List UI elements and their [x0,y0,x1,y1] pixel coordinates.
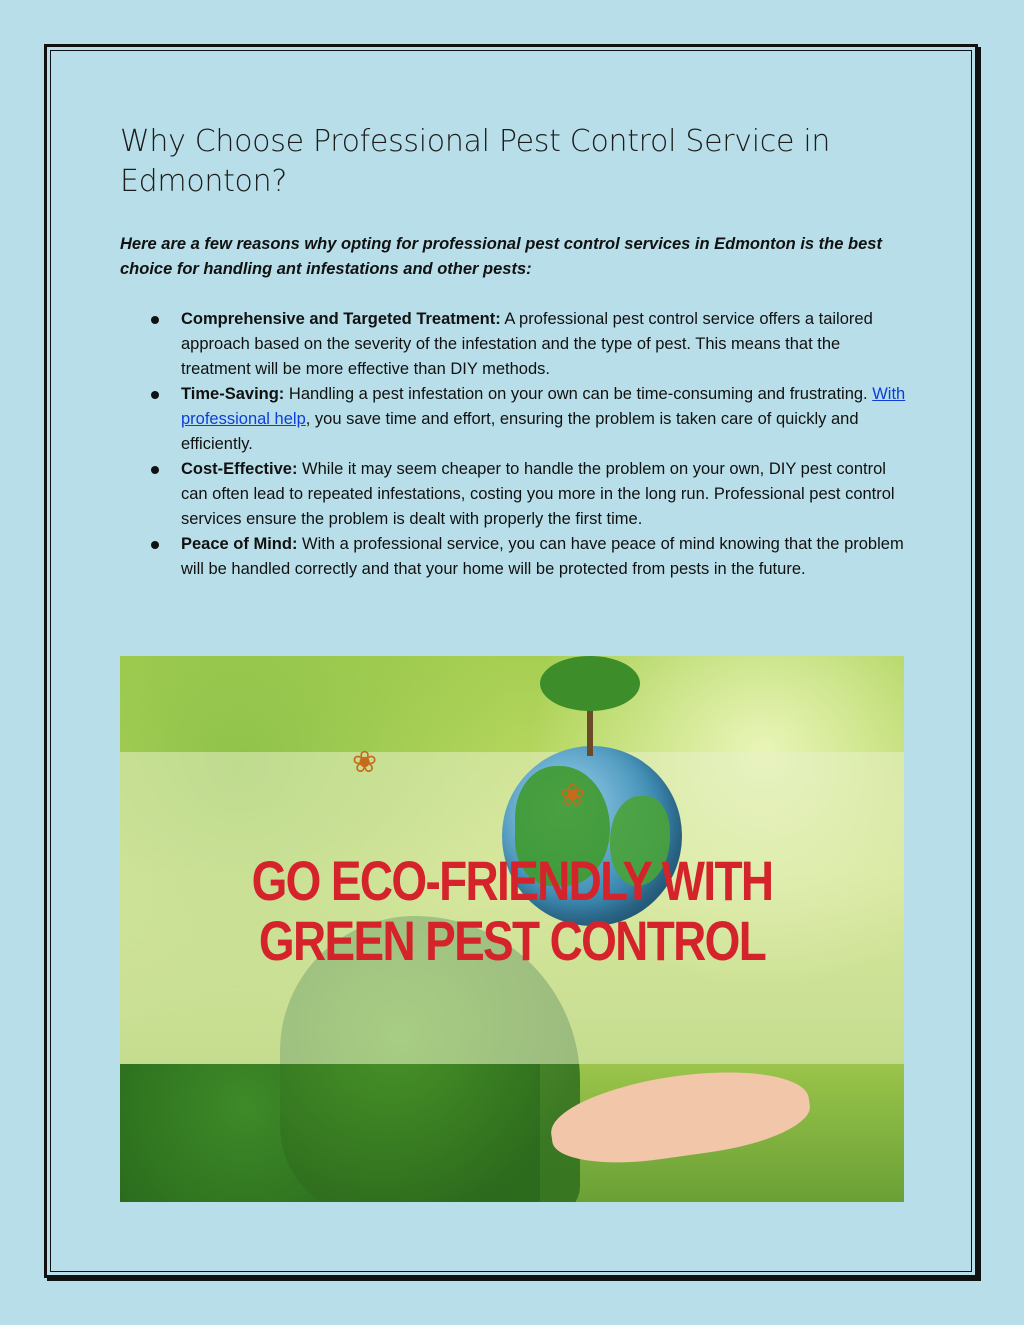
human-hand-graphic [546,1058,815,1173]
professional-help-link[interactable]: With professional help [181,385,906,428]
reason-text: Handling a pest infestation on your own can be time-consuming and frustrating. [284,385,873,403]
bullet-icon [151,466,159,474]
banner-line: GO ECO-FRIENDLY WITH [251,849,773,912]
banner-line: GREEN PEST CONTROL [258,909,766,972]
tree-canopy [540,656,640,711]
reason-text: A professional pest control service offers a tailored approach based on the severity of the infestation and the type of pest. This means that the treatment will be more effective than DIY methods. [181,310,873,378]
document-body [120,122,906,582]
butterfly-icon: ❀ [352,746,378,779]
butterfly-icon: ❀ [560,779,586,812]
list-item [120,307,906,382]
reason-heading: Time-Saving: [181,385,285,403]
banner-headline [191,851,834,971]
list-item [120,382,906,457]
list-item [120,457,906,532]
bullet-icon [151,391,159,399]
intro-paragraph: Here are a few reasons why opting for professional pest control services in Edmonton is the best choice for handling ant infestations and other pests: [120,235,882,278]
reason-heading: Peace of Mind: [181,535,298,553]
reasons-list [120,307,906,582]
bullet-icon [151,541,159,549]
reason-text: With a professional service, you can have peace of mind knowing that the problem will be handled correctly and that your home will be protected from pests in the future. [181,535,904,578]
reason-text: , you save time and effort, ensuring the problem is taken care of quickly and efficiently. [181,410,859,453]
reason-text: While it may seem cheaper to handle the problem on your own, DIY pest control can often lead to repeated infestations, costing you more in the long run. Professional pest control services ensure the problem is dealt with properly the first time. [181,460,895,528]
eco-friendly-banner-image [120,656,904,1202]
reason-heading: Comprehensive and Targeted Treatment: [181,310,501,328]
bullet-icon [151,316,159,324]
page-title: Why Choose Professional Pest Control Service in Edmonton? [120,124,831,199]
list-item [120,532,906,582]
reason-heading: Cost-Effective: [181,460,298,478]
